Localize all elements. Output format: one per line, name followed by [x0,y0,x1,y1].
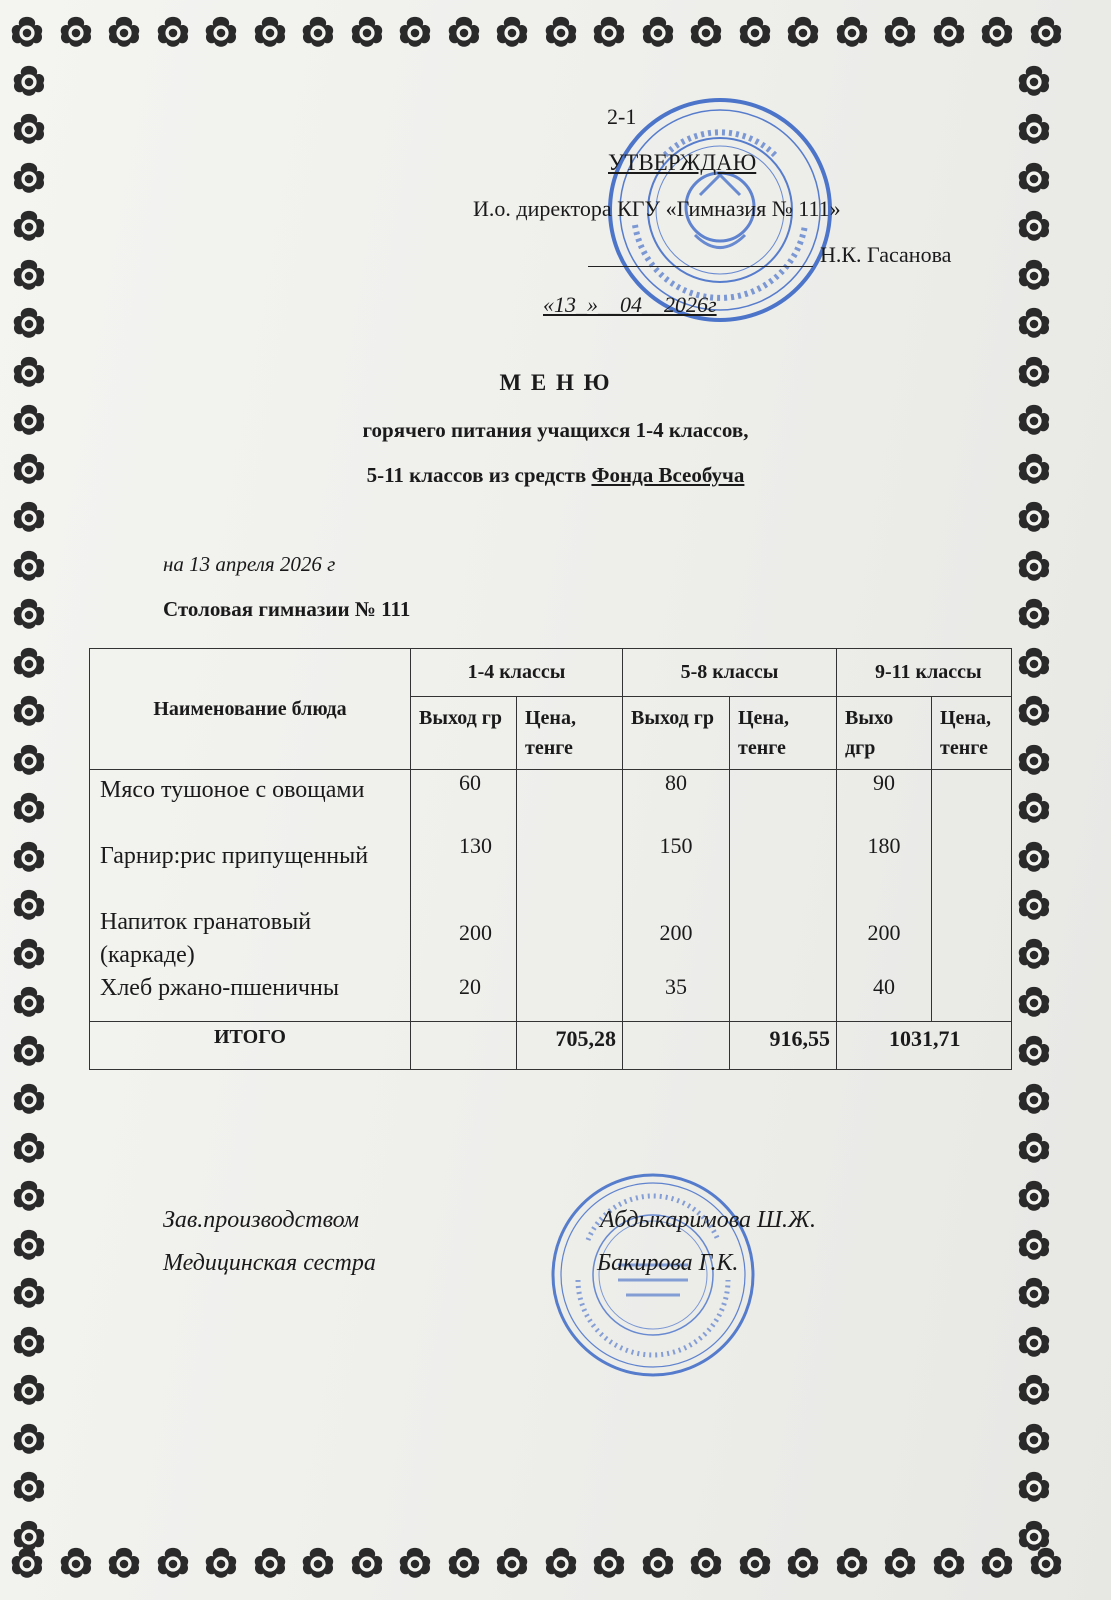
ornament-flower-icon [590,1545,628,1583]
menu-subtitle-2 [0,463,1111,488]
ornament-flower-icon [1015,548,1053,586]
total-price-1-4: 705,28 [517,1022,623,1070]
ornament-flower-icon [1015,1275,1053,1313]
ornament-flower-icon [299,14,337,52]
ornament-flower-icon [1015,984,1053,1022]
ornament-flower-icon [1027,14,1065,52]
total-yield-5-8 [623,1022,730,1070]
ornament-flower-icon [1015,1469,1053,1507]
total-yield-1-4 [411,1022,517,1070]
group-header-1-4: 1-4 классы [411,649,623,697]
yields-1-4 [411,770,517,1022]
name-nurse: Бакирова Г.К. [597,1250,739,1276]
ornament-flower-icon [348,1545,386,1583]
yield-value: 200 [459,920,492,945]
yield-header-5-8: Выход гр [623,697,730,770]
yield-header-9-11: Выхо дгр [837,697,932,770]
ornament-flower-icon [10,1130,48,1168]
ornament-flower-icon [687,14,725,52]
ornament-flower-icon [978,14,1016,52]
ornament-flower-icon [639,14,677,52]
ornament-flower-icon [10,63,48,101]
ornament-flower-icon [348,14,386,52]
ornament-flower-icon [542,14,580,52]
ornament-flower-icon [10,160,48,198]
ornament-flower-icon [1015,63,1053,101]
document-code: 2-1 [607,104,637,129]
ornament-flower-icon [396,1545,434,1583]
ornament-flower-icon [10,693,48,731]
canteen-name: Столовая гимназии № 111 [163,597,411,621]
role-nurse: Медицинская сестра [163,1250,376,1276]
ornament-flower-icon [1015,596,1053,634]
ornament-flower-icon [10,984,48,1022]
ornament-flower-icon [202,1545,240,1583]
ornament-flower-icon [1015,645,1053,683]
ornament-flower-icon [930,14,968,52]
ornament-flower-icon [10,1178,48,1216]
ornament-flower-icon [10,305,48,343]
ornament-flower-icon [1015,1421,1053,1459]
ornament-flower-icon [736,1545,774,1583]
ornament-flower-icon [1015,208,1053,246]
ornament-flower-icon [1015,790,1053,828]
price-header-1-4: Цена, тенге [517,697,623,770]
price-header-5-8: Цена, тенге [730,697,837,770]
role-production-head: Зав.производством [163,1207,360,1233]
ornament-flower-icon [687,1545,725,1583]
ornament-flower-icon [251,14,289,52]
prices-5-8 [730,770,837,1022]
name-production-head: Абдыкаримова Ш.Ж. [600,1207,816,1233]
ornament-flower-icon [1015,1081,1053,1119]
ornament-flower-icon [8,14,46,52]
ornament-flower-icon [10,936,48,974]
yield-value: 35 [665,974,687,999]
ornament-flower-icon [1015,936,1053,974]
ornament-flower-icon [930,1545,968,1583]
ornament-flower-icon [833,1545,871,1583]
total-price-9-11: 1031,71 [837,1022,1012,1070]
ornament-flower-icon [57,1545,95,1583]
ornament-flower-icon [978,1545,1016,1583]
yield-value: 80 [665,770,687,795]
price-header-9-11: Цена, тенге [932,697,1012,770]
ornament-flower-icon [10,742,48,780]
ornament-flower-icon [1015,1178,1053,1216]
fund-name: Фонда Всеобуча [591,463,745,487]
dish-item: Мясо тушоное с овощами [100,777,365,803]
ornament-flower-icon [299,1545,337,1583]
ornament-flower-icon [1015,839,1053,877]
subtitle-prefix: 5-11 классов из средств [366,463,592,487]
ornament-flower-icon [10,1324,48,1362]
dish-item: Гарнир:рис припущенный [100,843,369,869]
ornament-flower-icon [10,1033,48,1071]
ornament-flower-icon [10,111,48,149]
ornament-flower-icon [154,14,192,52]
ornament-flower-icon [396,14,434,52]
ornament-flower-icon [10,839,48,877]
ornament-flower-icon [1015,693,1053,731]
ornament-flower-icon [57,14,95,52]
signature-line [588,266,813,267]
ornament-flower-icon [1015,257,1053,295]
ornament-flower-icon [784,1545,822,1583]
menu-heading: М Е Н Ю [499,370,612,395]
yield-value: 200 [659,920,693,945]
ornament-flower-icon [881,14,919,52]
ornament-flower-icon [1015,1324,1053,1362]
ornament-flower-icon [10,1275,48,1313]
group-header-5-8: 5-8 классы [623,649,837,697]
approval-date: «13_»__04__2026г [543,292,717,317]
ornament-flower-icon [736,14,774,52]
dish-item: Напиток гранатовый (каркаде) [100,909,312,968]
prices-1-4 [517,770,623,1022]
yield-value: 130 [459,833,492,858]
ornament-flower-icon [10,548,48,586]
menu-subtitle-1: горячего питания учащихся 1-4 классов, [362,418,749,442]
yield-value: 150 [659,833,693,858]
ornament-flower-icon [251,1545,289,1583]
ornament-flower-icon [784,14,822,52]
yield-value: 200 [867,920,901,945]
ornament-flower-icon [1015,1372,1053,1410]
prices-9-11 [932,770,1012,1022]
ornament-flower-icon [10,1081,48,1119]
yield-value: 180 [867,833,901,858]
director-name: Н.К. Гасанова [820,242,952,267]
ornament-flower-icon [10,257,48,295]
ornament-flower-icon [639,1545,677,1583]
group-header-9-11: 9-11 классы [837,649,1012,697]
ornament-flower-icon [105,14,143,52]
approve-label: УТВЕРЖДАЮ [608,150,757,175]
ornament-flower-icon [10,1518,48,1556]
yield-value: 60 [459,770,481,795]
ornament-flower-icon [10,208,48,246]
ornament-flower-icon [10,887,48,925]
ornament-flower-icon [493,1545,531,1583]
ornament-flower-icon [1015,1518,1053,1556]
ornament-flower-icon [10,790,48,828]
ornament-flower-icon [1015,305,1053,343]
ornament-flower-icon [1015,499,1053,537]
ornament-flower-icon [10,499,48,537]
yield-value: 90 [873,770,895,795]
ornament-flower-icon [10,1227,48,1265]
ornament-flower-icon [445,14,483,52]
total-label: ИТОГО [90,1022,411,1070]
ornament-flower-icon [445,1545,483,1583]
ornament-flower-icon [10,1421,48,1459]
ornament-flower-icon [542,1545,580,1583]
ornament-flower-icon [833,14,871,52]
ornament-flower-icon [202,14,240,52]
ornament-flower-icon [493,14,531,52]
dish-name-header: Наименование блюда [90,649,411,770]
ornament-flower-icon [1015,111,1053,149]
total-price-5-8: 916,55 [730,1022,837,1070]
ornament-flower-icon [10,645,48,683]
ornament-flower-icon [154,1545,192,1583]
director-title: И.о. директора КГУ «Гимназия № 111» [473,196,841,221]
yield-value: 20 [459,974,481,999]
menu-date: на 13 апреля 2026 г [163,552,336,576]
ornament-flower-icon [590,14,628,52]
ornament-flower-icon [1015,1130,1053,1168]
yield-header-1-4: Выход гр [411,697,517,770]
ornament-flower-icon [105,1545,143,1583]
ornament-flower-icon [10,1372,48,1410]
yields-5-8 [623,770,730,1022]
ornament-flower-icon [1015,160,1053,198]
ornament-flower-icon [10,596,48,634]
yields-9-11 [837,770,932,1022]
ornament-flower-icon [881,1545,919,1583]
ornament-flower-icon [1015,742,1053,780]
ornament-flower-icon [1015,887,1053,925]
dish-list [90,770,411,1022]
ornament-flower-icon [1015,1227,1053,1265]
dish-item: Хлеб ржано-пшеничны [100,975,339,1001]
ornament-flower-icon [1015,1033,1053,1071]
yield-value: 40 [873,974,895,999]
ornament-flower-icon [10,1469,48,1507]
menu-table [89,648,1012,1070]
